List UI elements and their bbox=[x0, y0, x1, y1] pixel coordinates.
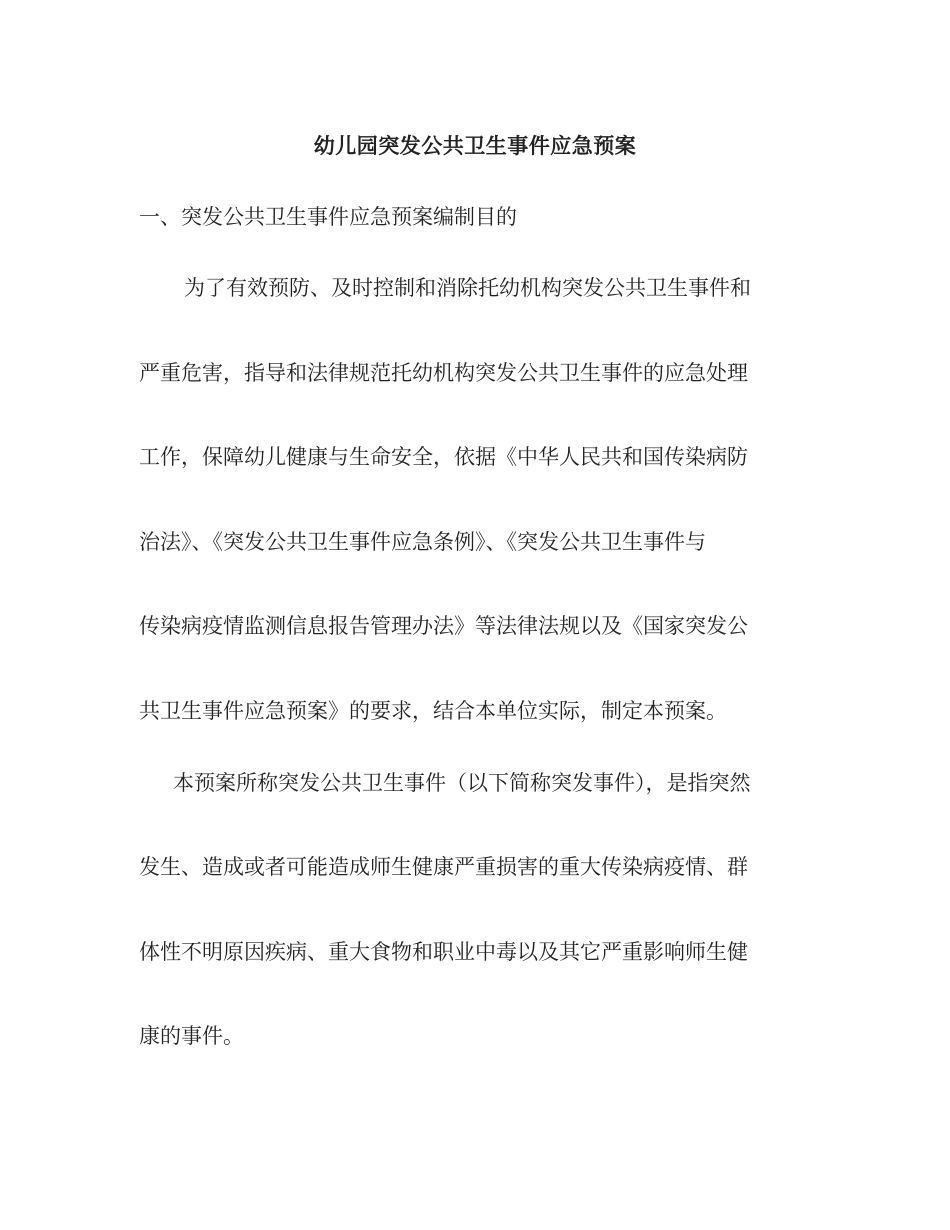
paragraph-2-line: 体性不明原因疾病、重大食物和职业中毒以及其它严重影响师生健 bbox=[139, 940, 748, 964]
paragraph-2-line: 本预案所称突发公共卫生事件（以下简称突发事件），是指突然 bbox=[173, 771, 751, 795]
document-title: 幼儿园突发公共卫生事件应急预案 bbox=[313, 134, 637, 158]
paragraph-1-line: 为了有效预防、及时控制和消除托幼机构突发公共卫生事件和 bbox=[184, 276, 751, 300]
paragraph-1-line: 严重危害，指导和法律规范托幼机构突发公共卫生事件的应急处理 bbox=[139, 361, 748, 385]
section-heading: 一、突发公共卫生事件应急预案编制目的 bbox=[139, 205, 517, 229]
paragraph-1-line: 传染病疫情监测信息报告管理办法》等法律法规以及《国家突发公 bbox=[139, 614, 748, 638]
paragraph-2-line: 发生、造成或者可能造成师生健康严重损害的重大传染病疫情、群 bbox=[139, 855, 748, 879]
paragraph-1-line: 共卫生事件应急预案》的要求，结合本单位实际，制定本预案。 bbox=[139, 699, 727, 723]
paragraph-1-line: 工作，保障幼儿健康与生命安全，依据《中华人民共和国传染病防 bbox=[139, 445, 748, 469]
paragraph-1-line: 治法》、《突发公共卫生事件应急条例》、《突发公共卫生事件与 bbox=[139, 530, 706, 554]
paragraph-2-line: 康的事件。 bbox=[139, 1024, 244, 1048]
